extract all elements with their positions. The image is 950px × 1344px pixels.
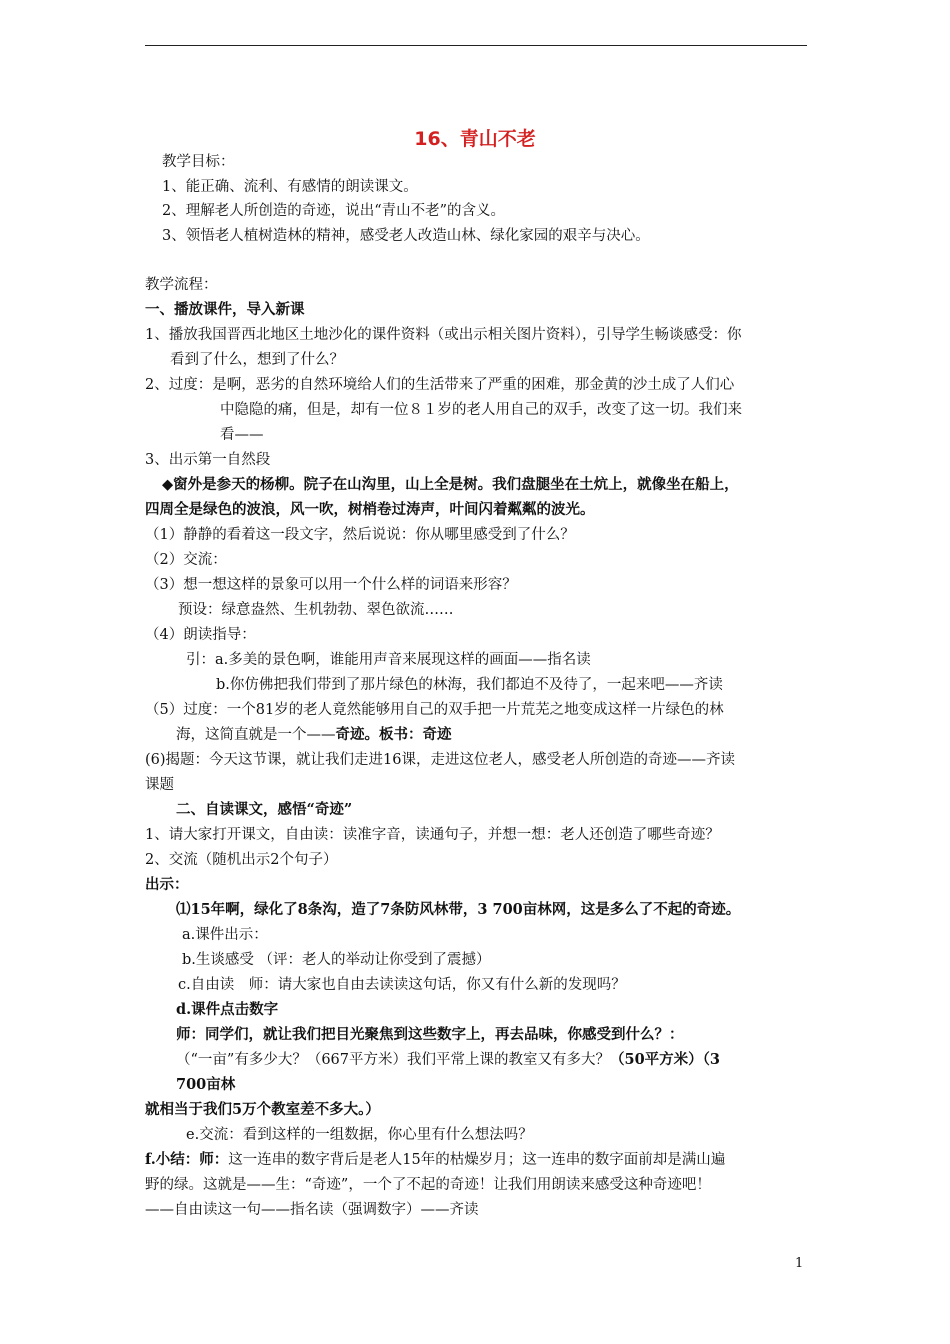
text-line: 课题 [145,777,174,793]
text-line: 师：同学们，就让我们把目光聚焦到这些数字上，再去品味，你感受到什么？： [176,1026,684,1043]
header-rule [145,45,807,46]
page-number: 1 [795,1256,804,1271]
text-line: 1、能正确、流利、有感情的朗读课文。 [162,179,418,195]
quoted-paragraph: ◆窗外是参天的杨柳。院子在山沟里，山上全是树。我们盘腿坐在土炕上，就像坐在船上， [162,476,739,493]
text-line [145,1149,810,1171]
quoted-sentence: ⑴15年啊，绿化了8条沟，造了7条防风林带，3 700亩林网，这是多么了不起的奇迹。 [176,901,741,918]
lesson-title: 16、青山不老 [414,128,536,150]
text-line: b.生谈感受 （评：老人的举动让你受到了震撼） [182,952,491,968]
text-segment: 这一连串的数字背后是老人15年的枯燥岁月；这一连串的数字面前却是满山遍 [228,1152,726,1168]
text-segment-bold: （50平方米）（3 [610,1051,721,1068]
text-line: （5）过度：一个81岁的老人竟然能够用自己的双手把一片荒芜之地变成这样一片绿色的林 [145,702,724,718]
text-line: 2、理解老人所创造的奇迹，说出“青山不老”的含义。 [162,203,506,219]
text-line: (6)揭题：今天这节课，就让我们走进16课，走进这位老人，感受老人所创造的奇迹——齐读 [145,752,735,768]
text-line: 出示： [145,876,189,893]
text-line: 教学流程： [145,277,218,293]
text-segment: 海，这简直就是一个—— [176,727,336,743]
text-segment-bold: f.小结：师： [145,1151,229,1168]
text-line: 2、过度：是啊，恶劣的自然环境给人们的生活带来了严重的困难，那金黄的沙土成了人们心 [145,377,735,393]
text-line: e.交流：看到这样的一组数据，你心里有什么想法吗？ [186,1127,533,1143]
text-line: （4）朗读指导： [145,627,256,643]
text-line: 700亩林 [176,1076,236,1093]
text-line: 就相当于我们5万个教室差不多大。） [145,1101,380,1118]
text-line: c.自由读 师：请大家也自由去读读这句话，你又有什么新的发现吗？ [178,977,626,993]
text-line: 野的绿。这就是——生：“奇迹”，一个了不起的奇迹！让我们用朗读来感受这种奇迹吧！ [145,1177,711,1193]
text-line: 引：a.多美的景色啊，谁能用声音来展现这样的画面——指名读 [186,652,591,668]
text-line: d.课件点击数字 [176,1001,279,1018]
quoted-paragraph: 四周全是绿色的波浪，风一吹，树梢卷过涛声，叶间闪着粼粼的波光。 [145,501,595,518]
text-line: 2、交流（随机出示2个句子） [145,852,338,868]
text-line: （3）想一想这样的景象可以用一个什么样的词语来形容？ [145,577,517,593]
text-line: 看到了什么，想到了什么？ [170,352,344,368]
section-heading: 二、自读课文，感悟“奇迹” [176,801,353,818]
board-note: 奇迹。板书：奇迹 [335,726,452,743]
text-line: 预设：绿意盎然、生机勃勃、翠色欲流…… [178,602,454,618]
text-line [176,1049,841,1071]
text-line: （2）交流： [145,552,227,568]
text-line: 中隐隐的痛，但是，却有一位８１岁的老人用自己的双手，改变了这一切。我们来 [220,402,742,418]
text-line [176,724,841,746]
text-line: 1、请大家打开课文，自由读：读准字音，读通句子，并想一想：老人还创造了哪些奇迹？ [145,827,720,843]
text-line: 3、领悟老人植树造林的精神，感受老人改造山林、绿化家园的艰辛与决心。 [162,228,650,244]
text-line: 看—— [220,427,264,443]
section-heading: 一、播放课件，导入新课 [145,301,305,318]
text-line: a.课件出示： [182,927,268,943]
text-line: （1）静静的看着这一段文字，然后说说：你从哪里感受到了什么？ [145,527,575,543]
text-line: 教学目标： [162,154,235,170]
text-line: 3、出示第一自然段 [145,452,271,468]
text-line: ——自由读这一句——指名读（强调数字）——齐读 [145,1202,479,1218]
text-line: b.你仿佛把我们带到了那片绿色的林海，我们都迫不及待了，一起来吧——齐读 [216,677,723,693]
text-segment: （“一亩”有多少大？（667平方米）我们平常上课的教室又有多大？ [176,1052,610,1068]
text-line: 1、播放我国晋西北地区土地沙化的课件资料（或出示相关图片资料），引导学生畅谈感受：你 [145,327,742,343]
